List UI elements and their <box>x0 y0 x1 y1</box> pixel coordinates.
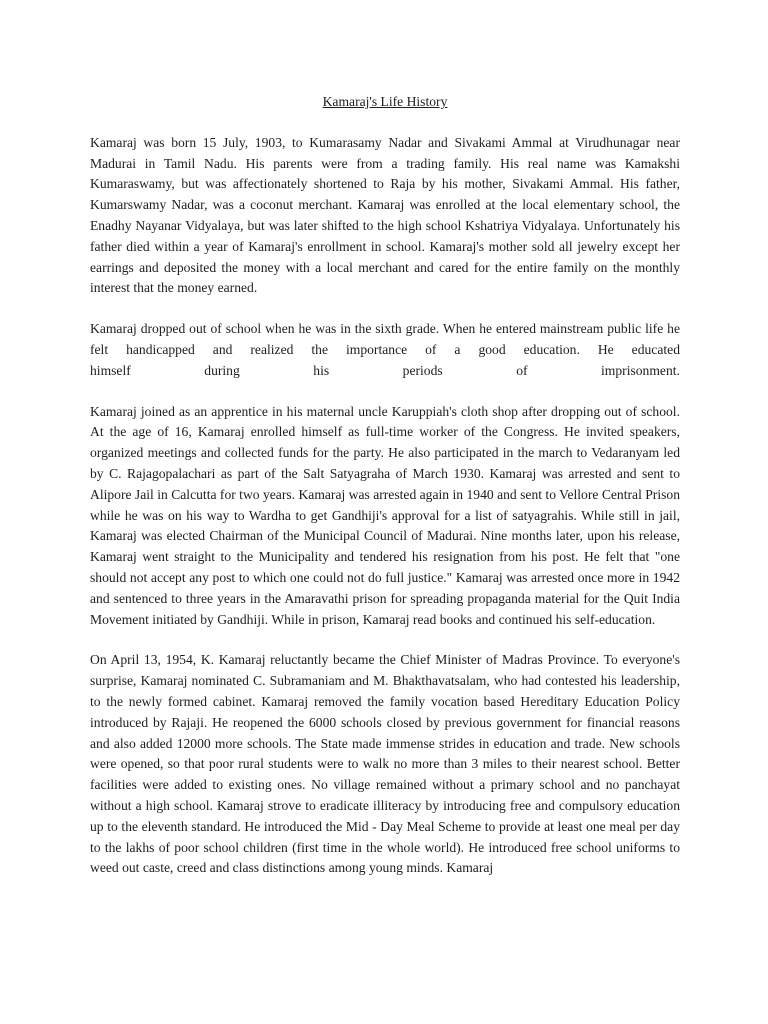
paragraph-freedom-struggle: Kamaraj joined as an apprentice in his maternal uncle Karuppiah's cloth shop after dropping out of school. At the age of 16, Kamaraj enrolled himself as full-time worker of the Congress. He invited speakers, organized meetings and collected funds for the party. He also participated in the march to Vedaranyam led by C. Rajagopalachari as part of the Salt Satyagraha of March 1930. Kamaraj was arrested and sent to Alipore Jail in Calcutta for two years. Kamaraj was arrested again in 1940 and sent to Vellore Central Prison while he was on his way to Wardha to get Gandhiji's approval for a list of satyagrahis. While still in jail, Kamaraj was elected Chairman of the Municipal Council of Madurai. Nine months later, upon his release, Kamaraj went straight to the Municipality and tendered his resignation from his post. He felt that "one should not accept any post to which one could not do full justice." Kamaraj was arrested once more in 1942 and sentenced to three years in the Amaravathi prison for spreading propaganda material for the Quit India Movement initiated by Gandhiji. While in prison, Kamaraj read books and continued his self-education. <box>90 403 680 627</box>
word: periods <box>402 362 443 378</box>
paragraph-early-life: Kamaraj was born 15 July, 1903, to Kumarasamy Nadar and Sivakami Ammal at Virudhunagar near Madurai in Tamil Nadu. His parents were from a trading family. His real name was Kamakshi Kumaraswamy, but was affectionately shortened to Raja by his mother, Sivakami Ammal. His father, Kumarswamy Nadar, was a coconut merchant. Kamaraj was enrolled at the local elementary school, the Enadhy Nayanar Vidyalaya, but was later shifted to the high school Kshatriya Vidyalaya. Unfortunately his father died within a year of Kamaraj's enrollment in school. Kamaraj's mother sold all jewelry except her earrings and deposited the money with a local merchant and cared for the entire family on the monthly interest that the money earned. <box>90 134 680 296</box>
paragraph-education-text: Kamaraj dropped out of school when he was in the sixth grade. When he entered mainstream public life he felt handicapped and realized the importance of a good education. He educated <box>90 321 680 357</box>
word: during <box>204 362 240 378</box>
word: imprisonment. <box>601 362 680 378</box>
document-title: Kamaraj's Life History <box>322 94 448 109</box>
document-page <box>90 92 680 879</box>
word: himself <box>90 362 131 378</box>
paragraph-education <box>90 319 680 381</box>
paragraph-education-last-line <box>90 361 680 382</box>
word: his <box>313 362 330 378</box>
word: of <box>516 362 528 378</box>
paragraph-chief-minister: On April 13, 1954, K. Kamaraj reluctantly became the Chief Minister of Madras Province. To everyone's surprise, Kamaraj nominated C. Subramaniam and M. Bhakthavatsalam, who had contested his leadership, to the newly formed cabinet. Kamaraj removed the family vocation based Hereditary Education Policy introduced by Rajaji. He reopened the 6000 schools closed by previous government for financial reasons and also added 12000 more schools. The State made immense strides in education and trade. New schools were opened, so that poor rural students were to walk no more than 3 miles to their nearest school. Better facilities were added to existing ones. No village remained without a primary school and no panchayat without a high school. Kamaraj strove to eradicate illiteracy by introducing free and compulsory education up to the eleventh standard. He introduced the Mid - Day Meal Scheme to provide at least one meal per day to the lakhs of poor school children (first time in the whole world). He introduced free school uniforms to weed out caste, creed and class distinctions among young minds. Kamaraj <box>90 652 680 876</box>
